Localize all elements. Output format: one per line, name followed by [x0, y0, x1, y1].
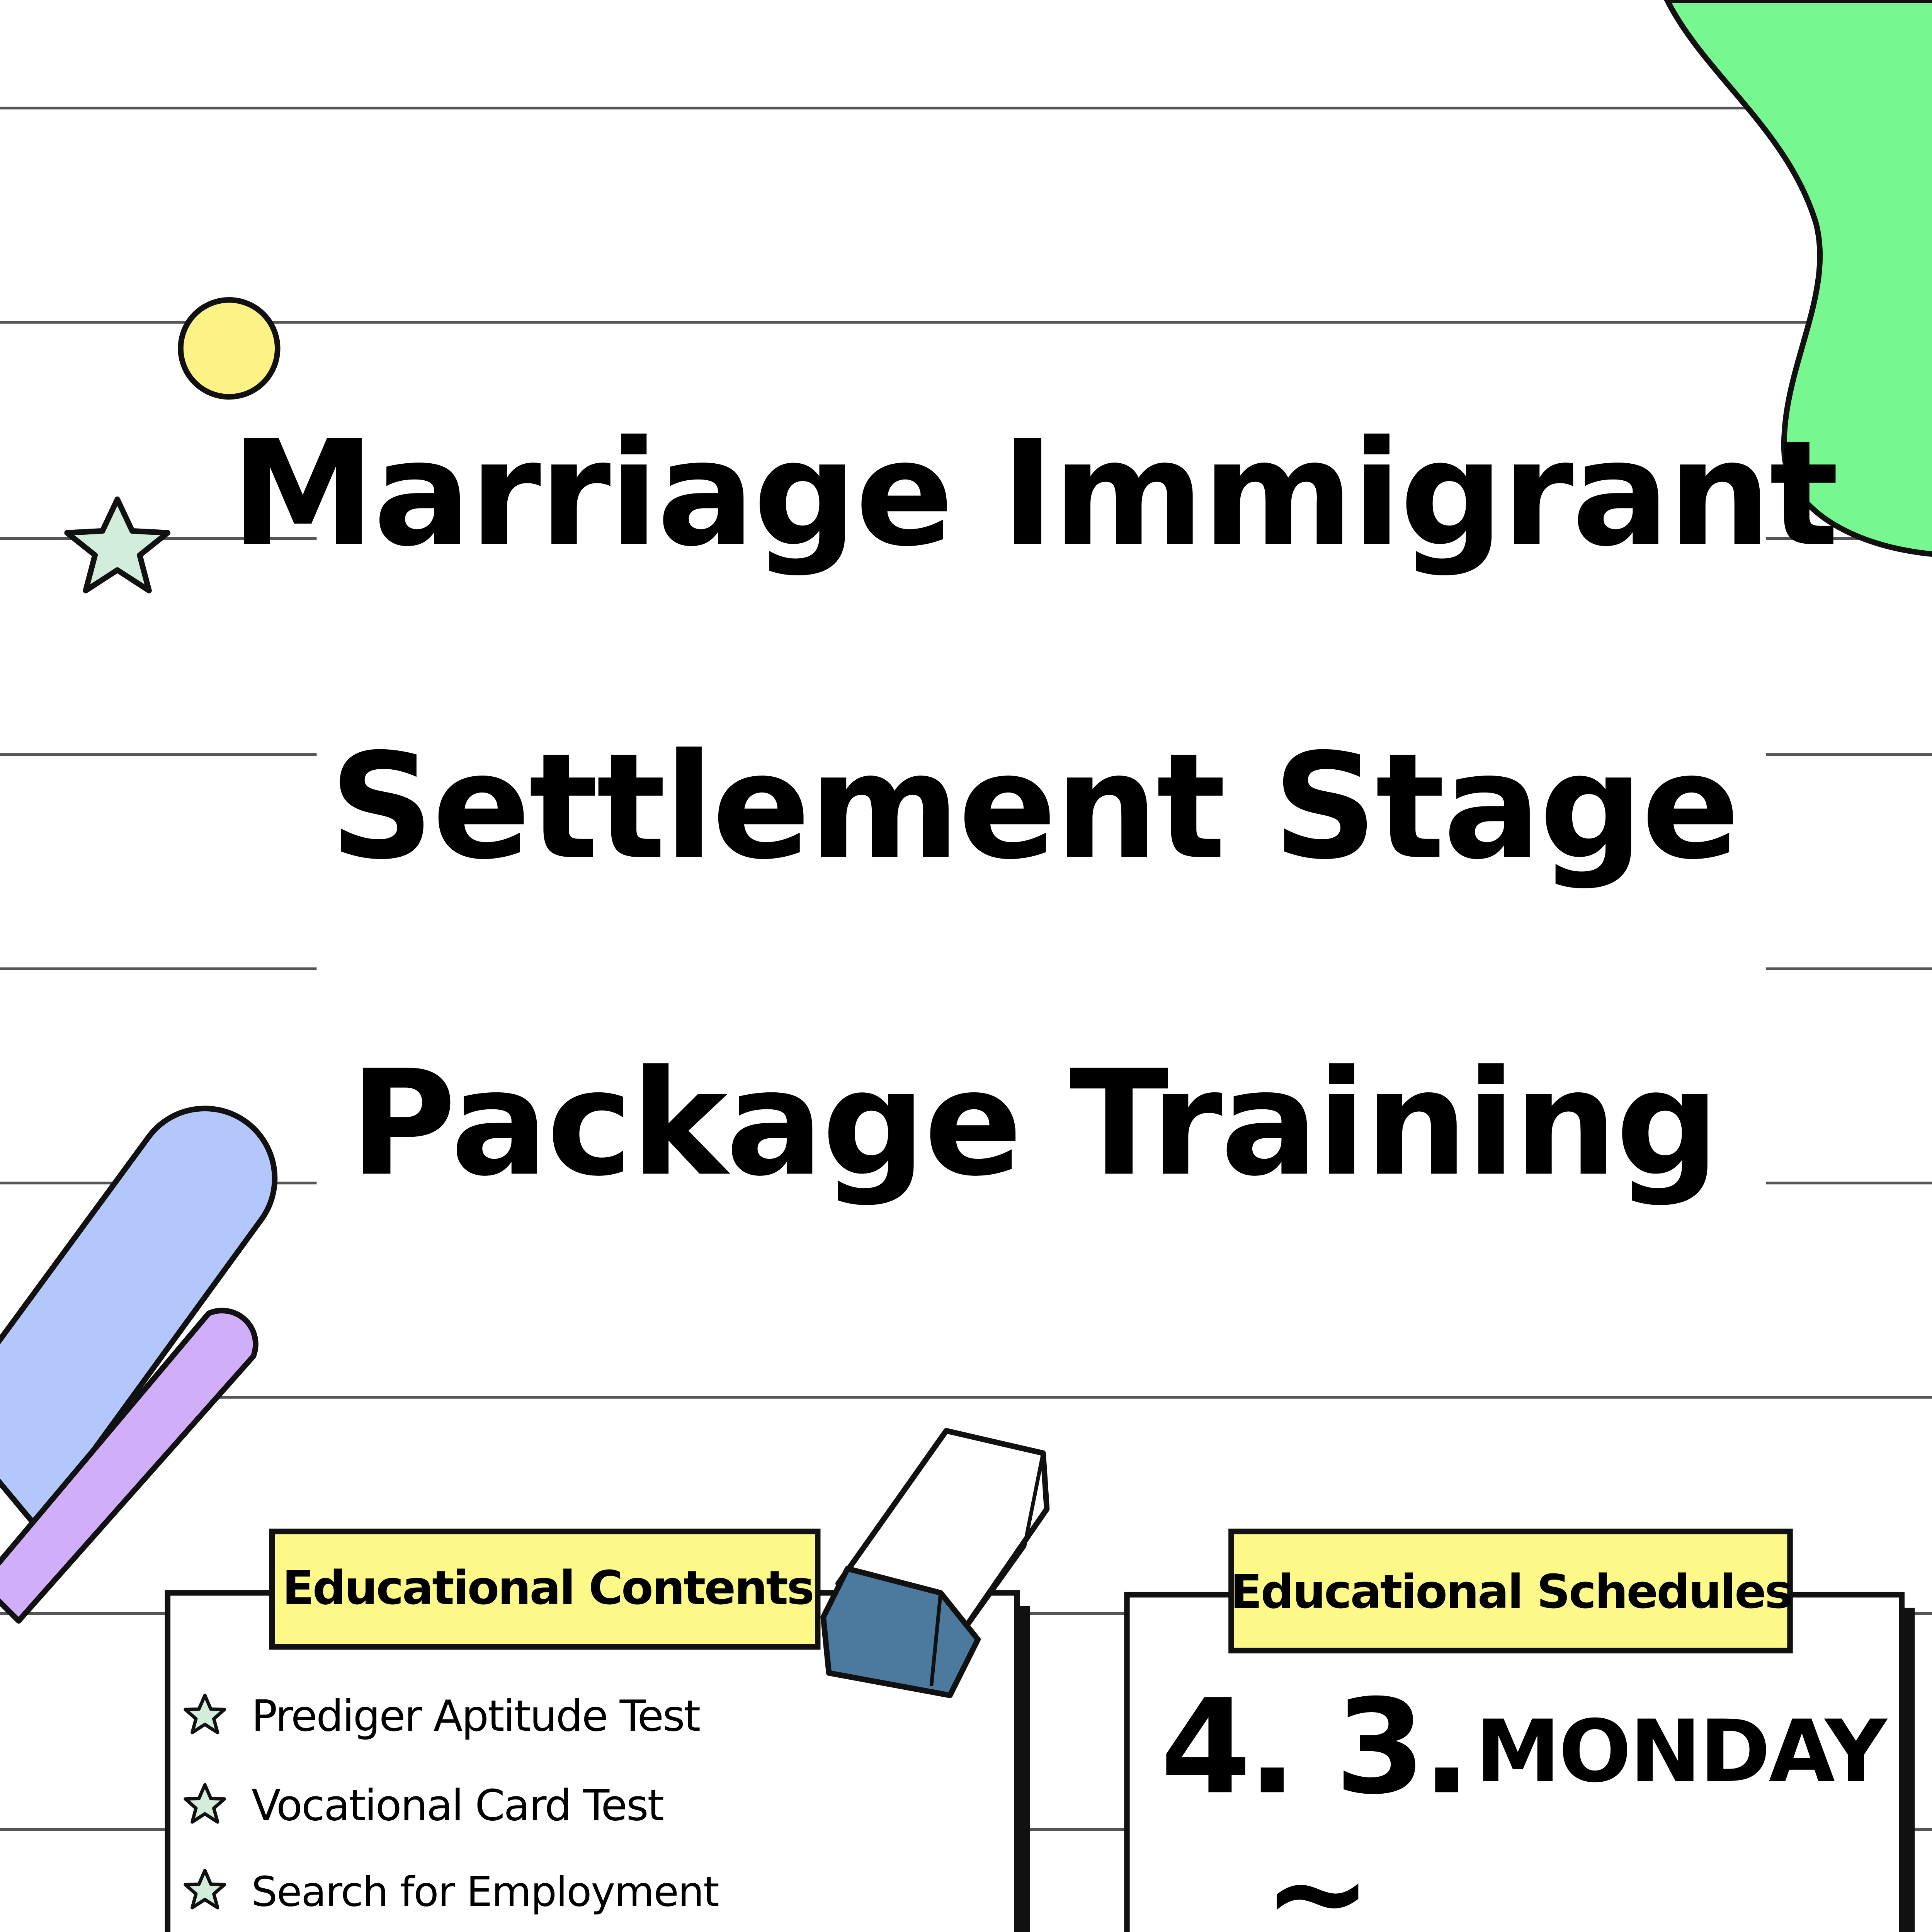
- content-item: Prediger Aptitude Test: [251, 1691, 700, 1742]
- content-item: Search for Employment: [251, 1868, 719, 1916]
- title-line-3: Package Training: [350, 1039, 1718, 1208]
- date-range-tilde: ~: [1263, 1816, 1369, 1932]
- yellow-circle-decoration: [181, 300, 278, 397]
- title-line-2: Settlement Stage: [329, 722, 1738, 891]
- contents-header: Educational Contents: [282, 1561, 813, 1616]
- content-item: Vocational Card Test: [251, 1781, 663, 1831]
- educational-schedules-card: [1127, 1531, 1915, 1932]
- start-day: MONDAY: [1475, 1702, 1885, 1802]
- star-icon: [67, 499, 168, 590]
- title-line-1: Marriage Immigrant: [230, 409, 1837, 578]
- schedules-header: Educational Schedules: [1230, 1565, 1791, 1619]
- start-date: 4. 3.: [1160, 1671, 1468, 1823]
